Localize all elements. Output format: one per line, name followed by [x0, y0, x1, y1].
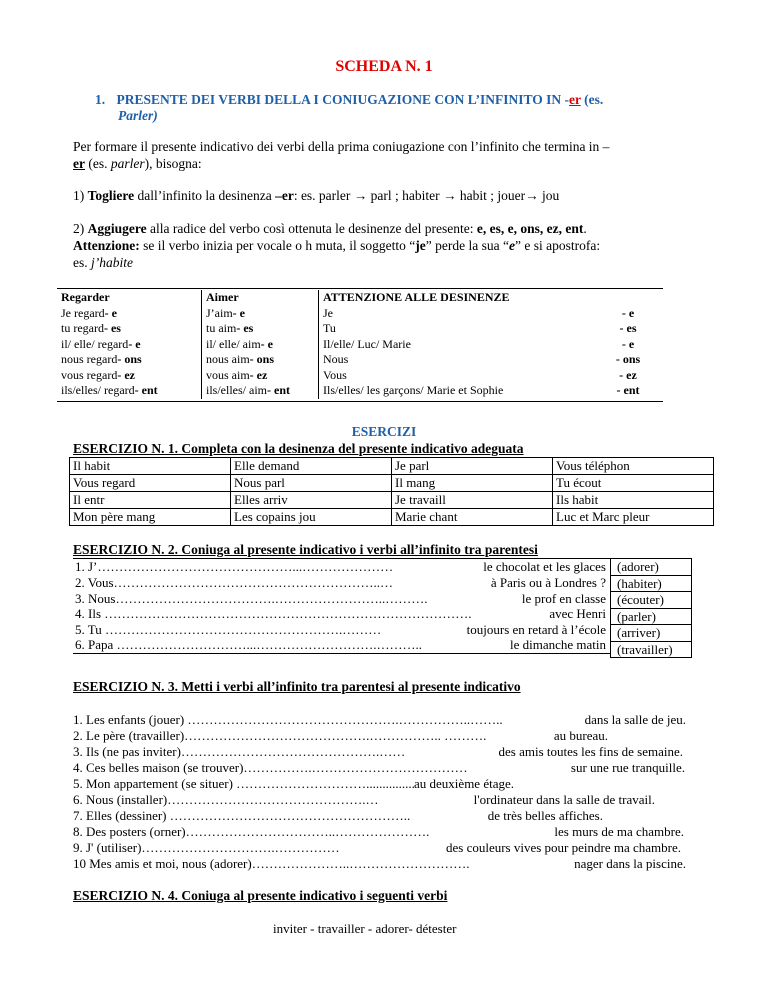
intro-parler: parler	[110, 156, 145, 171]
verb-cell: (écouter)	[611, 591, 691, 608]
ex2-row: 4. Ils …………………………………………………………………………. avec Henri	[75, 606, 606, 621]
esercizi-heading: ESERCIZI	[351, 424, 417, 439]
conj-row: il/ elle/ regard- e	[61, 336, 141, 351]
conj-row: il/ elle/ aim- e	[206, 336, 273, 351]
subject: Vous	[323, 367, 347, 382]
step-1-text-a: dall’infinito la desinenza	[134, 188, 276, 203]
section-heading-er: er	[568, 92, 581, 107]
ex4-verbs: inviter - travailler - adorer- détester	[273, 921, 457, 936]
verb-cell: (travailler)	[611, 641, 691, 658]
verb-cell: (adorer)	[617, 559, 659, 574]
ex4-title: ESERCIZIO N. 4. Coniuga al presente indicativo i seguenti verbi	[73, 888, 448, 903]
intro-er: er	[73, 156, 85, 171]
table-cell: Il entr	[70, 492, 231, 509]
subject: Tu	[323, 321, 336, 335]
ex3-row: 8. Des posters (orner)……………………………..…………………. les murs de ma chambre.	[73, 824, 684, 839]
conj-row: J’aim- e	[206, 305, 245, 320]
step-2-num: 2)	[73, 221, 88, 236]
conj-row: nous aim- ons	[206, 352, 275, 366]
ex3-row: 2. Le père (travailler)…………………………………….…………….. ………. au bureau.	[73, 728, 608, 743]
ex3-row: 4. Ces belles maison (se trouver)…………….……………………………… sur une rue tranquille.	[73, 760, 685, 775]
subject: Nous	[323, 352, 349, 366]
table-cell: Je parl	[392, 458, 553, 475]
section-heading	[95, 92, 603, 108]
verb-cell: (parler)	[611, 608, 691, 625]
subject: Je	[323, 305, 333, 320]
attention-text-a: se il verbo inizia per vocale o h muta, il soggetto “	[139, 238, 416, 253]
ex3-row: 6. Nous (installer)……………………………………….… l'ordinateur dans la salle de travail.	[73, 792, 655, 807]
ex3-row: 1. Les enfants (jouer) ………………………………………….……………..…….. dans la salle de jeu.	[73, 712, 686, 727]
step-2-text: alla radice del verbo così ottenuta le desinenze del presente:	[146, 221, 477, 236]
ex1-table	[69, 457, 714, 526]
ex2-row: 2. Vous……………………………………………………..… à Paris ou à Londres ?	[75, 575, 606, 590]
ending: - e	[621, 305, 635, 320]
verb-cell: (habiter)	[611, 575, 691, 592]
intro-line2	[73, 156, 202, 172]
attention-text-c: ” e si apostrofa:	[514, 238, 601, 253]
ex3-row: 5. Mon appartement (se situer) …………………………............... au deuxième étage.	[73, 776, 514, 791]
table-cell: Il mang	[392, 475, 553, 492]
regarder-header: Regarder	[61, 290, 110, 304]
table-row	[70, 492, 714, 509]
intro-text-a: (es.	[84, 156, 111, 171]
ex2-title: ESERCIZIO N. 2. Coniuga al presente indicativo i verbi all’infinito tra parentesi	[73, 542, 538, 557]
table-row	[70, 509, 714, 526]
attention-je: je	[415, 238, 426, 253]
example-label: es.	[73, 255, 91, 270]
ex3-row: 7. Elles (dessiner) ……………………………………………….. de très belles affiches.	[73, 808, 603, 823]
attention-e: e	[508, 238, 515, 253]
conj-row: nous regard- ons	[61, 352, 142, 366]
section-heading-line2: Parler)	[118, 108, 158, 123]
table-cell: Elle demand	[231, 458, 392, 475]
ex2-row: 5. Tu ……………………………………………….……… toujours en retard à l’école	[75, 622, 606, 637]
table-cell: Elles arriv	[231, 492, 392, 509]
table-cell: Marie chant	[392, 509, 553, 526]
verb-cell: (arriver)	[611, 624, 691, 641]
table-cell: Je travaill	[392, 492, 553, 509]
table-cell: Nous parl	[231, 475, 392, 492]
attention-label: Attenzione:	[73, 238, 140, 253]
aimer-column	[202, 290, 319, 399]
ending: - ez	[619, 367, 637, 382]
step-1-bold: Togliere	[87, 188, 135, 203]
table-cell: Luc et Marc pleur	[553, 509, 714, 526]
step-2-bold: Aggiugere	[87, 221, 147, 236]
endings-column	[563, 290, 663, 399]
ex1-title: ESERCIZIO N. 1. Completa con la desinenza del presente indicativo adeguata	[73, 441, 524, 456]
ex2-verb-list	[610, 558, 692, 658]
conj-row: ils/elles/ regard- ent	[61, 383, 158, 397]
ending: - es	[619, 321, 637, 335]
page-title: SCHEDA N. 1	[335, 58, 433, 75]
ending: - ons	[615, 352, 641, 366]
ex3-row: 9. J' (utiliser)………………………….…………… des couleurs vives pour peindre ma chambre.	[73, 840, 681, 855]
conj-row: tu regard- es	[61, 321, 121, 335]
conj-row: Je regard- e	[61, 305, 117, 320]
ex3-row: 3. Ils (ne pas inviter)……………………………………….…… des amis toutes les fins de semaine.	[73, 744, 683, 759]
step-2	[73, 221, 587, 237]
table-cell: Il habit	[70, 458, 231, 475]
ending: - ent	[616, 383, 640, 397]
ex3-row: 10 Mes amis et moi, nous (adorer)…………………..………………………. nager dans la piscine.	[73, 856, 686, 871]
table-cell: Les copains jou	[231, 509, 392, 526]
attenzione-header: ATTENZIONE ALLE DESINENZE	[323, 290, 510, 304]
subject: Ils/elles/ les garçons/ Marie et Sophie	[323, 383, 504, 397]
aimer-header: Aimer	[206, 290, 239, 304]
conj-row: vous aim- ez	[206, 367, 268, 382]
ex2-row: 1. J’………………………………………...………………… le chocolat et les glaces	[75, 559, 606, 574]
table-cell: Tu écout	[553, 475, 714, 492]
table-cell: Vous regard	[70, 475, 231, 492]
section-heading-text: PRESENTE DEI VERBI DELLA I CONIUGAZIONE CON L’INFINITO IN -	[116, 92, 569, 107]
conj-row: ils/elles/ aim- ent	[206, 383, 290, 397]
intro-text-b: ), bisogna:	[144, 156, 202, 171]
grammar-table	[57, 288, 663, 402]
step-1-num: 1)	[73, 188, 88, 203]
conj-row: tu aim- es	[206, 321, 254, 335]
table-cell: Vous téléphon	[553, 458, 714, 475]
ex3-title: ESERCIZIO N. 3. Metti i verbi all’infinito tra parentesi al presente indicativo	[73, 679, 521, 694]
table-row	[70, 458, 714, 475]
example-line	[73, 255, 133, 271]
table-cell: Ils habit	[553, 492, 714, 509]
ex2-row: 3. Nous……………………………….……………………..………. le prof en classe	[75, 591, 606, 606]
attenzione-column	[319, 290, 564, 399]
ex2-row: 6. Papa …………………………...……………………….……….. le dimanche matin	[75, 637, 606, 652]
regarder-column	[57, 290, 202, 399]
subject: Il/elle/ Luc/ Marie	[323, 336, 411, 351]
table-row	[70, 475, 714, 492]
ending: - e	[621, 336, 635, 351]
example-word: j’habite	[91, 255, 133, 270]
step-1	[73, 188, 559, 204]
attention-text-b: ” perde la sua “	[425, 238, 509, 253]
step-2-endings: e, es, e, ons, ez, ent	[476, 221, 584, 236]
section-number: 1.	[95, 92, 106, 107]
conj-row: vous regard- ez	[61, 367, 135, 382]
intro-line1: Per formare il presente indicativo dei verbi della prima coniugazione con l’infinito che termina in –	[73, 139, 610, 154]
attention-line	[73, 238, 600, 254]
step-2-dot: .	[583, 221, 587, 236]
step-1-text-b: : es. parler → parl ; habiter → habit ; jouer→ jou	[293, 188, 560, 203]
step-1-er: –er	[275, 188, 294, 203]
section-heading-es: (es.	[580, 92, 604, 107]
table-cell: Mon père mang	[70, 509, 231, 526]
